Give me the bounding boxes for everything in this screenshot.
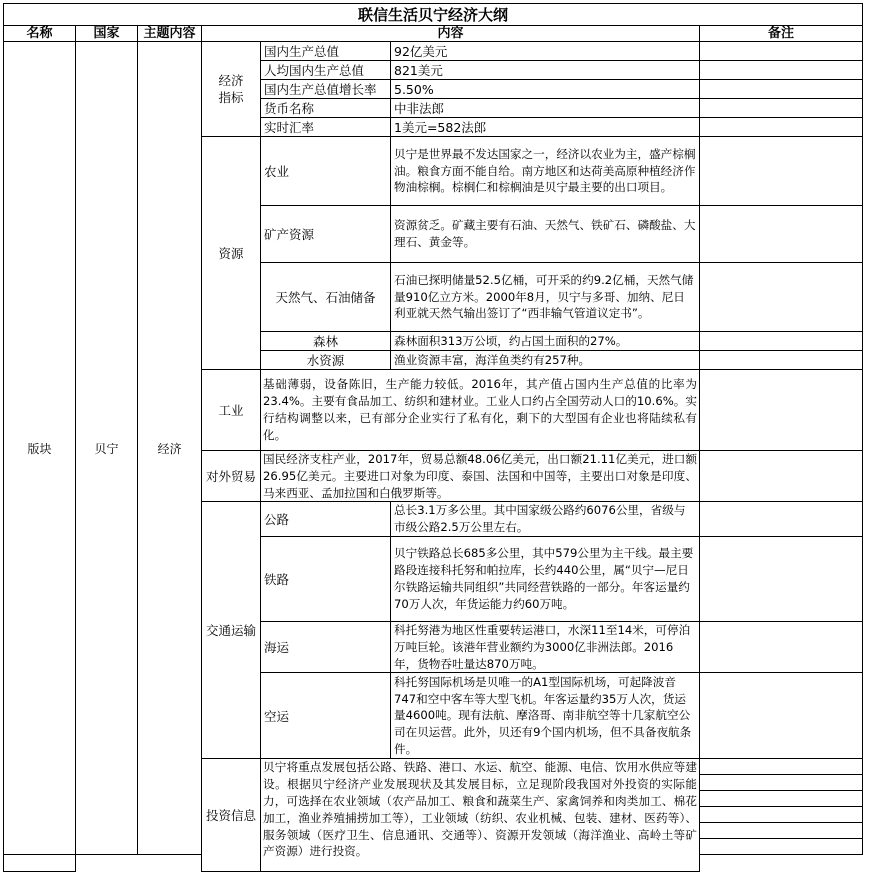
note-cell xyxy=(700,451,863,502)
header-country: 国家 xyxy=(76,26,138,42)
category-industry: 工业 xyxy=(202,370,261,451)
note-cell xyxy=(700,61,863,80)
note-cell xyxy=(700,536,863,621)
note-cell xyxy=(700,42,863,61)
econ-value-gdp-growth: 5.50% xyxy=(391,80,700,99)
econ-label-gdp-growth: 国内生产总值增长率 xyxy=(261,80,391,99)
econ-value-currency: 中非法郎 xyxy=(391,99,700,118)
note-cell xyxy=(700,839,863,855)
note-cell xyxy=(700,759,863,775)
econ-value-gdp-per-capita: 821美元 xyxy=(391,61,700,80)
outline-sheet xyxy=(3,3,863,872)
resource-text-agriculture: 贝宁是世界最不发达国家之一，经济以农业为主，盛产棕榈油。粮食方面不能自给。南方地区和达荷美高原种植经济作物油棕榈。棕榈仁和棕榈油是贝宁最主要的出口项目。 xyxy=(391,137,700,206)
note-cell xyxy=(700,206,863,263)
resource-text-oil-gas: 石油已探明储量52.5亿桶，可开采的约9.2亿桶，天然气储量910亿立方米。2000年8月，贝宁与多哥、加纳、尼日利亚就天然气输出签订了“西非输气管道议定书”。 xyxy=(391,263,700,332)
resource-text-forest: 森林面积313万公顷，约占国土面积的27%。 xyxy=(391,332,700,351)
resource-label-agriculture: 农业 xyxy=(261,137,391,206)
transport-text-road: 总长3.1万多公里。其中国家级公路约6076公里，省级与市级公路2.5万公里左右。 xyxy=(391,502,700,537)
transport-text-sea: 科托努港为地区性重要转运港口，水深11至14米，可停泊万吨巨轮。该港年营业额约为3000亿非洲法郎。2016年，货物吞吐量达870万吨。 xyxy=(391,621,700,672)
note-cell xyxy=(700,263,863,332)
transport-label-rail: 铁路 xyxy=(261,536,391,621)
note-cell xyxy=(700,807,863,823)
transport-text-rail: 贝宁铁路总长685多公里，其中579公里为主干线。最主要路段连接科托努和帕拉库，长约440公里，属“贝宁—尼日尔铁路运输共同组织”共同经营铁路的一部分。年客运量约70万人次，年货运能力约60万吨。 xyxy=(391,536,700,621)
note-cell xyxy=(700,775,863,791)
note-cell xyxy=(4,855,76,872)
transport-label-road: 公路 xyxy=(261,502,391,537)
econ-label-currency: 货币名称 xyxy=(261,99,391,118)
header-topic: 主题内容 xyxy=(138,26,202,42)
note-cell xyxy=(700,332,863,351)
resource-label-minerals: 矿产资源 xyxy=(261,206,391,263)
category-resources: 资源 xyxy=(202,137,261,370)
resource-text-minerals: 资源贫乏。矿藏主要有石油、天然气、铁矿石、磷酸盐、大理石、黄金等。 xyxy=(391,206,700,263)
cell-name: 版块 xyxy=(4,42,76,855)
note-cell xyxy=(700,823,863,839)
industry-text: 基础薄弱，设备陈旧，生产能力较低。2016年，其产值占国内生产总值的比率为23.4%。主要有食品加工、纺织和建材业。工业人口约占全国劳动人口的10.6%。实行结构调整以来，已有部分企业实行了私有化，剩下的大型国有企业也将陆续私有化。 xyxy=(261,370,700,451)
note-cell xyxy=(700,118,863,137)
note-cell xyxy=(700,791,863,807)
header-content: 内容 xyxy=(202,26,700,42)
header-name: 名称 xyxy=(4,26,76,42)
category-econ-indicators: 经济 指标 xyxy=(202,42,261,137)
note-cell xyxy=(700,673,863,759)
note-cell xyxy=(700,502,863,537)
cell-topic: 经济 xyxy=(138,42,202,855)
cell-country: 贝宁 xyxy=(76,42,138,855)
note-cell xyxy=(700,99,863,118)
investment-text: 贝宁将重点发展包括公路、铁路、港口、水运、航空、能源、电信、饮用水供应等建设。根据贝宁经济产业发展现状及其发展目标，立足现阶段我国对外投资的实际能力，可选择在农业领域（农产品加工、粮食和蔬菜生产、家禽饲养和肉类加工、棉花加工，渔业养殖捕捞加工等），工业领域（纺织、农业机械、包装、建材、医药等）、服务领域（医疗卫生、信息通讯、交通等）、资源开发领域（海洋渔业、高岭土等矿产资源）进行投资。 xyxy=(261,759,700,872)
category-investment: 投资信息 xyxy=(202,759,261,872)
category-transport: 交通运输 xyxy=(202,502,261,759)
note-cell xyxy=(700,351,863,370)
transport-label-sea: 海运 xyxy=(261,621,391,672)
resource-label-water: 水资源 xyxy=(261,351,391,370)
econ-value-exchange-rate: 1美元=582法郎 xyxy=(391,118,700,137)
econ-value-gdp: 92亿美元 xyxy=(391,42,700,61)
note-cell xyxy=(700,621,863,672)
resource-label-oil-gas: 天然气、石油储备 xyxy=(261,263,391,332)
note-cell xyxy=(700,80,863,99)
category-foreign-trade: 对外贸易 xyxy=(202,451,261,502)
transport-text-air: 科托努国际机场是贝唯一的A1型国际机场，可起降波音747和空中客车等大型飞机。年客运量约35万人次，货运量4600吨。现有法航、摩洛哥、南非航空等十几家航空公司在贝运营。此外，贝还有9个国内机场，但不具备夜航条件。 xyxy=(391,673,700,759)
econ-label-exchange-rate: 实时汇率 xyxy=(261,118,391,137)
resource-text-water: 渔业资源丰富，海洋鱼类约有257种。 xyxy=(391,351,700,370)
transport-label-air: 空运 xyxy=(261,673,391,759)
resource-label-forest: 森林 xyxy=(261,332,391,351)
note-cell xyxy=(700,137,863,206)
econ-label-gdp-per-capita: 人均国内生产总值 xyxy=(261,61,391,80)
sheet-title: 联信生活贝宁经济大纲 xyxy=(4,4,863,26)
trade-text: 国民经济支柱产业，2017年，贸易总额48.06亿美元，出口额21.11亿美元，进口额26.95亿美元。主要进口对象为印度、泰国、法国和中国等，主要出口对象是印度、马来西亚、孟加拉国和白俄罗斯等。 xyxy=(261,451,700,502)
econ-label-gdp: 国内生产总值 xyxy=(261,42,391,61)
economy-outline-table xyxy=(3,3,863,872)
note-cell xyxy=(700,370,863,451)
header-notes: 备注 xyxy=(700,26,863,42)
